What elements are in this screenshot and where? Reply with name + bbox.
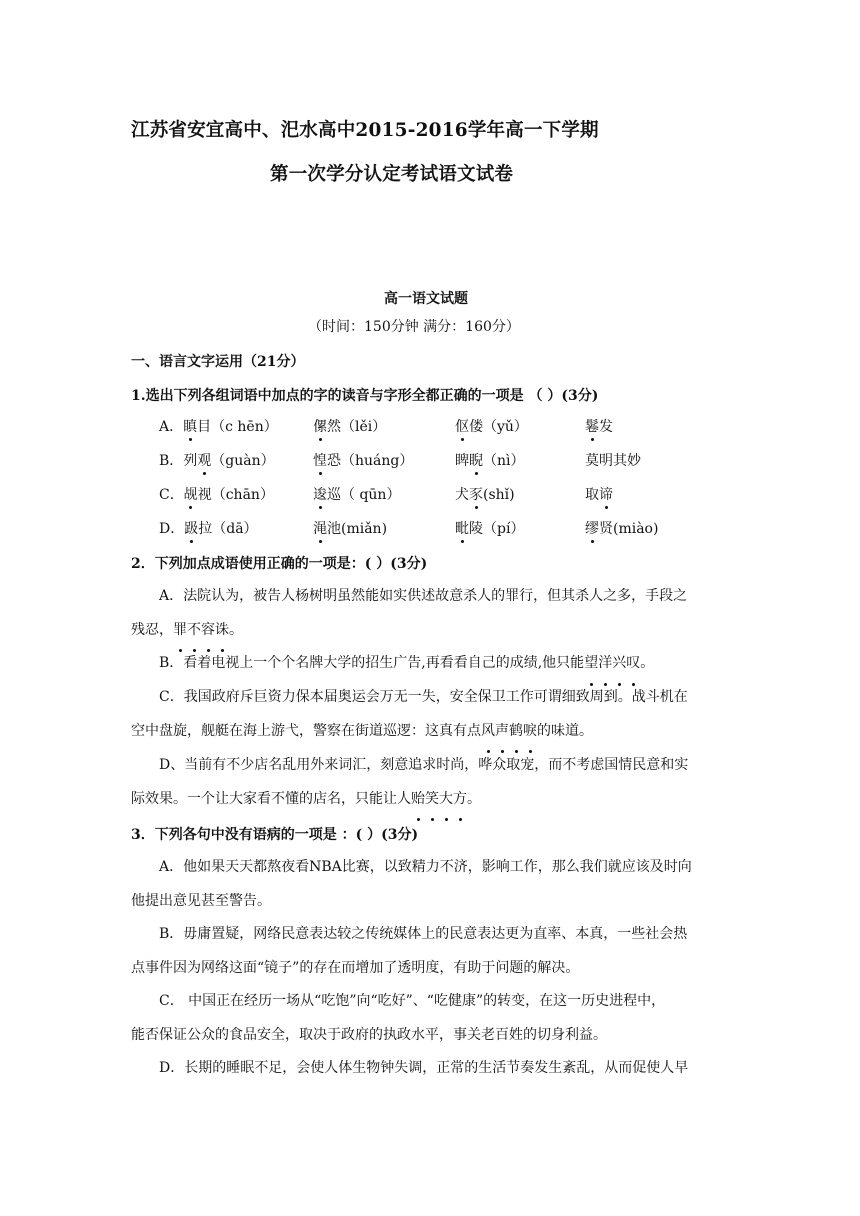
emphasized-char: 觇	[184, 484, 198, 504]
emphasized-char: 逡	[313, 484, 327, 504]
q2-option-c	[131, 681, 688, 748]
q3-d-line1: D．长期的睡眠不足，会使人体生物钟失调，正常的生活节奏发生紊乱，从而促使人早	[159, 1060, 689, 1076]
q3-stem: 3．下列各句中没有语病的一项是 ：( ）(3分)	[131, 827, 419, 843]
q1-word: 渑池(miǎn)	[313, 518, 387, 538]
q2-a-line2-post: 。	[229, 621, 243, 638]
q2-d-line1: D、当前有不少店名乱用外来词汇，刻意追求时尚，哗众取宠，而不考虑国情民意和实	[159, 757, 689, 773]
q2-c-line1: C．我国政府斥巨资力保本届奥运会万无一失，安全保卫工作可谓细致周到。战斗机在	[159, 689, 688, 705]
q3-b-line2: 点事件因为网络这面“镜子”的存在而增加了透明度，有助于问题的解决。	[131, 959, 580, 976]
q1-word: 鬈发	[585, 416, 613, 436]
q3-a-line2: 他提出意见甚至警告。	[131, 892, 271, 909]
emphasized-char: 伛	[455, 416, 469, 436]
emphasized-char: 洋	[598, 647, 612, 681]
emphasized-char: 罪	[173, 614, 187, 648]
q1-option-label: D．	[159, 521, 185, 537]
q1-word: B．列观（guàn）	[159, 450, 275, 470]
q2-a-idiom	[173, 622, 229, 638]
emphasized-char: 傫	[313, 416, 327, 436]
emphasized-char: 方	[453, 783, 467, 817]
emphasized-char: 鬈	[585, 416, 599, 436]
q2-b-pre: B．看着电视上一个个名牌大学的招生广告,再看看自己的成绩,他只能	[159, 655, 585, 671]
emphasized-char: 唳	[523, 715, 537, 749]
q3-c-line1: C． 中国正在经历一场从“吃饱”向“吃好”、“吃健康”的转变，在这一历史进程中，	[159, 993, 666, 1009]
q1-option-label: C．	[159, 487, 184, 503]
emphasized-char: 容	[201, 614, 215, 648]
q2-option-b	[131, 647, 654, 681]
q3-c-line2: 能否保证公众的食品安全，取决于政府的执政水平，事关老百姓的切身利益。	[131, 1026, 607, 1043]
emphasized-char: 不	[187, 614, 201, 648]
emphasized-char: 谛	[599, 484, 613, 504]
emphasized-char: 兴	[612, 647, 626, 681]
q1-stem: 1.选出下列各组词语中加点的字的读音与字形全都正确的一项是 （ ）(3分)	[131, 388, 599, 404]
q3-b-line1: B．毋庸置疑，网络民意表达较之传统媒体上的民意表达更为直率、本真，一些社会热	[159, 926, 688, 942]
document-title-line1: 江苏省安宜高中、汜水高中2015-2016学年高一下学期	[131, 120, 599, 141]
q2-c-line2-post: 的味道。	[537, 722, 593, 739]
q3-a-line1: A．他如果天天都熬夜看NBA比赛，以致精力不济，影响工作，那么我们就应该及时向	[159, 859, 692, 875]
emphasized-char: 渑	[313, 518, 327, 538]
q1-word: 惶恐（huáng）	[313, 450, 413, 470]
emphasized-char: 鹤	[509, 715, 523, 749]
q2-option-a	[131, 580, 687, 647]
q3-option-b	[131, 918, 687, 985]
q2-c-line2-pre: 空中盘旋，舰艇在海上游弋，警察在街道巡逻：这真有点	[131, 722, 481, 739]
q1-option-label: A．	[159, 419, 184, 435]
q1-word: A．瞋目（c hēn）	[159, 416, 278, 436]
q1-word: 逡巡（ qūn）	[313, 484, 400, 504]
q1-word: 犬豕(shǐ)	[455, 484, 515, 504]
q2-a-line1: A．法院认为，被告人杨树明虽然能如实供述故意杀人的罪行，但其杀人之多，手段之	[159, 588, 688, 604]
q2-c-idiom	[481, 723, 537, 739]
q1-word: C．觇视（chān）	[159, 484, 274, 504]
q1-word: 缪贤(miào)	[585, 518, 658, 538]
emphasized-char: 毗	[455, 518, 469, 538]
emphasized-char: 声	[495, 715, 509, 749]
emphasized-char: 贻	[411, 783, 425, 817]
document-title-line2: 第一次学分认定考试语文试卷	[270, 164, 514, 185]
emphasized-char: 豕	[469, 484, 483, 504]
q1-word: 傫然（lěi）	[313, 416, 386, 436]
q2-d-line2-pre: 际效果。一个让大家看不懂的店名，只能让人	[131, 790, 411, 807]
q2-option-d	[131, 749, 688, 816]
emphasized-char: 惶	[313, 450, 327, 470]
emphasized-char: 大	[439, 783, 453, 817]
q1-word: 伛偻（yǔ）	[455, 416, 528, 436]
emphasized-char: 观	[197, 450, 211, 470]
emphasized-char: 叹	[626, 647, 640, 681]
exam-name: 高一语文试题	[384, 291, 468, 307]
q2-d-line2-post: 。	[467, 790, 481, 807]
q1-word: 取谛	[585, 484, 613, 504]
q3-option-c	[131, 985, 665, 1052]
q2-d-idiom	[411, 791, 467, 807]
q2-b-idiom	[584, 655, 640, 671]
emphasized-char: 笑	[425, 783, 439, 817]
emphasized-char: 望	[584, 647, 598, 681]
exam-info: （时间：150分钟 满分：160分）	[308, 319, 520, 335]
q1-word: D．趿拉（dā）	[159, 518, 258, 538]
emphasized-char: 睨	[469, 450, 483, 470]
emphasized-char: 瞋	[183, 416, 197, 436]
emphasized-char: 缪	[585, 518, 599, 538]
q3-option-a	[131, 851, 692, 918]
q1-word: 睥睨（nì）	[455, 450, 525, 470]
emphasized-char: 风	[481, 715, 495, 749]
q1-word: 莫明其妙	[585, 453, 641, 469]
q2-stem: 2．下列加点成语使用正确的一项是：( ）(3分)	[131, 556, 428, 572]
section1-heading: 一、语言文字运用（21分）	[131, 354, 305, 370]
q1-option-label: B．	[159, 453, 184, 469]
emphasized-char: 趿	[184, 518, 198, 538]
q3-option-d	[131, 1052, 688, 1086]
q2-a-line2-pre: 残忍，	[131, 621, 173, 638]
emphasized-char: 诛	[215, 614, 229, 648]
q2-b-post: 。	[640, 655, 655, 671]
q1-word: 毗陵（pí）	[455, 518, 524, 538]
